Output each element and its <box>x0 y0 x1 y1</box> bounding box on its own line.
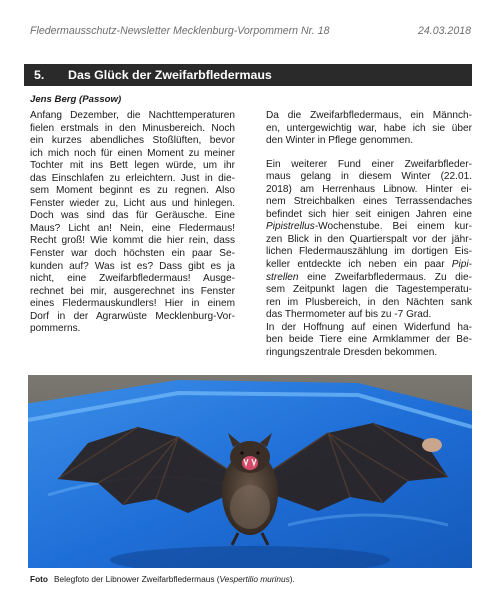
issue-date: 24.03.2018 <box>417 25 471 37</box>
paragraph-gap <box>266 148 472 159</box>
italic-genus: Pipistrellus <box>266 221 315 233</box>
text-line: sem Moment beginnt es zu regnen. Also <box>30 185 235 197</box>
caption-label: Foto <box>30 574 48 584</box>
right-paragraph-2 <box>266 159 472 360</box>
bat-photo <box>28 375 472 568</box>
article-author: Jens Berg (Passow) <box>30 94 122 105</box>
text-line: ben beide Tiere eine Armklammer der Be- <box>266 334 472 346</box>
text-line: nem Streichbalken eines Terrassendaches <box>266 196 472 208</box>
text-line: Tochter mit ins Bett legen würde, um ihr <box>30 160 235 172</box>
text-segment: eine Zweifarbfledermaus. Zu die- <box>298 271 472 283</box>
right-paragraph-1 <box>266 110 472 148</box>
text-line <box>266 272 472 285</box>
text-line: das Einschlafen zu erleichtern. Just in die- <box>30 172 235 184</box>
text-line: en, untergewichtig war, habe ich sie über <box>266 122 472 134</box>
text-line: fielen erstmals in den Minusbereich. Noch <box>30 122 235 134</box>
text-line: ringungszentrale Dresden bekommen. <box>266 346 438 358</box>
section-heading-bar <box>24 64 472 86</box>
bat-photo-illustration <box>28 375 472 568</box>
section-number: 5. <box>34 68 45 82</box>
text-line: ein kurzes abendliches Stoßlüften, bevor <box>30 135 235 147</box>
text-line: eines Fledermauskundlers! Hier in einem <box>30 298 235 310</box>
italic-genus: Pipi- <box>451 259 472 271</box>
text-line <box>266 221 472 234</box>
text-line: In der Hoffnung auf einen Widerfund ha- <box>266 321 472 333</box>
text-line: rechnet bei mir, ausgerechnet ins Fenster <box>30 285 235 297</box>
text-line: maus gelang in diesem Winter (22.01. <box>266 171 472 183</box>
text-line: Maus? Licht an! Nein, eine Fledermaus! <box>30 222 235 234</box>
text-line: befindet sich hier seit einigen Jahren eine <box>266 208 472 220</box>
caption-species: Vespertilio murinus <box>219 574 290 584</box>
text-line <box>266 259 472 272</box>
article-right-column <box>266 110 472 359</box>
text-line: Fenster war doch höchsten ein paar Se- <box>30 248 235 260</box>
text-line: Doch was sind das für Geräusche. Eine <box>30 210 235 222</box>
text-line: 2018) am Herrenhaus Libnow. Hinter ei- <box>266 183 472 195</box>
text-line: ren im Plusbereich, in den Nächten sank <box>266 296 472 308</box>
photo-caption <box>30 574 295 584</box>
section-title: Das Glück der Zweifarbfledermaus <box>68 68 272 82</box>
text-line: Recht groß! Wie kommt die hier rein, dass <box>30 235 235 247</box>
text-line: Da die Zweifarbfledermaus, ein Männch- <box>266 110 472 121</box>
text-line: ich mich noch für einen Moment zu meiner <box>30 147 235 159</box>
text-line: pommerns. <box>30 323 81 335</box>
text-line: Dorf in der Agrarwüste Mecklenburg-Vor- <box>30 310 235 322</box>
text-line: zen Blick in den Quartierspalt vor der jähr- <box>266 233 472 245</box>
text-line: Anfang Dezember, die Nachttemperaturen <box>30 110 235 121</box>
text-line: Fenster wieder zu, Licht aus und hinlegen. <box>30 197 235 209</box>
text-line: sem Zeitpunkt lagen die Tagestemperatu- <box>266 284 472 296</box>
text-segment: keller entdeckte ich neben ein paar <box>266 259 452 271</box>
text-line: kunden auf? Was ist es? Dass gibt es ja <box>30 260 235 272</box>
text-line: nicht, eine Zweifarbfledermaus! Ausge- <box>30 273 235 285</box>
text-line: das Thermometer auf bis zu -7 Grad. <box>266 309 432 321</box>
running-header <box>30 24 471 38</box>
newsletter-title: Fledermausschutz-Newsletter Mecklenburg-Vorpommern Nr. 18 <box>30 25 330 37</box>
text-line: den Winter in Pflege genommen. <box>266 135 414 147</box>
caption-text: Belegfoto der Libnower Zweifarbfledermaus ( <box>53 574 220 584</box>
italic-genus: strellen <box>266 271 299 283</box>
text-segment: -Wochenstube. Bei einem kur- <box>314 221 472 233</box>
article-left-column <box>30 110 235 336</box>
left-paragraph <box>30 110 235 336</box>
text-line: Ein weiterer Fund einer Zweifarbfleder- <box>266 158 472 170</box>
text-line: lichen Fledermauszählung im dortigen Eis- <box>266 246 472 258</box>
caption-end: ). <box>289 574 295 584</box>
